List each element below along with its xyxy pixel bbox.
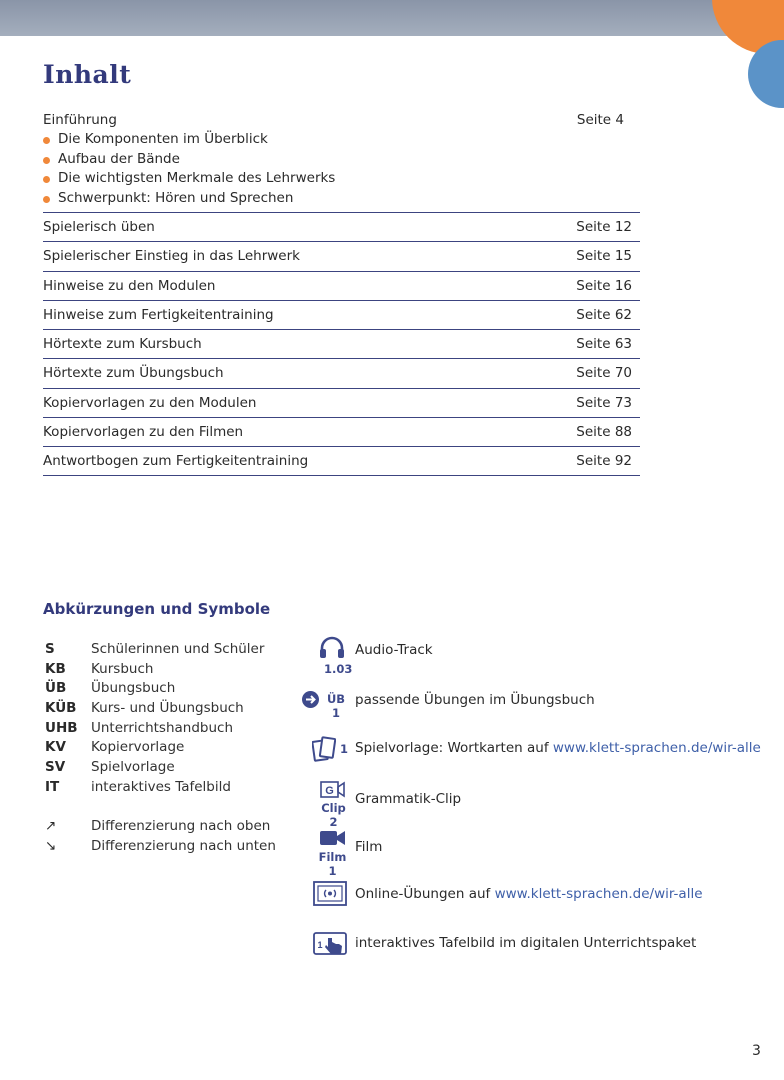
arrow-down-right-icon: ↘ — [45, 837, 57, 854]
abbreviation-item — [45, 641, 305, 661]
toc-row — [43, 271, 640, 300]
symbol-audio — [300, 636, 770, 678]
abbreviation-key: S — [45, 641, 55, 657]
abbreviation-meaning: Übungsbuch — [91, 680, 176, 697]
toc-bullet-item: Aufbau der Bände — [43, 150, 335, 170]
toc-row — [43, 388, 640, 417]
uebung-label: passende Übungen im Übungsbuch — [355, 692, 595, 708]
toc-row-title: Hörtexte zum Übungsbuch — [43, 365, 224, 382]
spielvorlage-link[interactable]: www.klett-sprachen.de/wir-alle — [552, 740, 761, 756]
bullet-dot-icon — [43, 176, 50, 183]
audio-track-label: Audio-Track — [355, 642, 433, 658]
film-number: Film 1 — [318, 850, 347, 878]
abbreviation-list — [45, 641, 305, 799]
toc-row-page: Seite 70 — [576, 365, 632, 382]
arrow-up-right-icon: ↗ — [45, 818, 57, 834]
toc-intro-page: Seite 4 — [576, 112, 624, 128]
toc-row — [43, 329, 640, 358]
spielvorlage-label: Spielvorlage: Wortkarten auf — [355, 740, 553, 756]
toc-row — [43, 212, 640, 241]
top-band-decoration — [0, 0, 784, 36]
toc-row-page: Seite 15 — [576, 248, 632, 265]
bullet-dot-icon — [43, 196, 50, 203]
toc-row — [43, 446, 640, 475]
toc-row-page: Seite 88 — [576, 424, 632, 441]
uebung-number: ÜB 1 — [326, 692, 346, 720]
online-label: Online-Übungen auf — [355, 886, 495, 902]
film-label: Film — [355, 839, 383, 855]
video-camera-icon — [320, 830, 346, 846]
toc-intro-bullets — [43, 130, 335, 208]
abbreviation-meaning: Unterrichtshandbuch — [91, 719, 234, 736]
tafelbild-label: interaktives Tafelbild im digitalen Unterrichtspaket — [355, 935, 697, 951]
toc-intro-section — [43, 110, 640, 212]
abbreviation-key: SV — [45, 759, 66, 776]
toc-row-page: Seite 63 — [576, 336, 632, 353]
online-exercise-icon — [313, 881, 347, 907]
toc-row-title: Kopiervorlagen zu den Modulen — [43, 394, 257, 411]
abbreviation-item — [45, 739, 305, 759]
toc-row-title: Spielerisch üben — [43, 219, 155, 235]
toc-bullet-item: Die Komponenten im Überblick — [43, 130, 335, 150]
differentiation-list — [45, 818, 305, 857]
interactive-board-icon-number: 1 — [317, 940, 323, 950]
page-number: 3 — [752, 1043, 761, 1059]
toc-row-page: Seite 62 — [576, 306, 632, 323]
toc-row-title: Kopiervorlagen zu den Filmen — [43, 424, 244, 441]
audio-track-number: 1.03 — [324, 662, 353, 676]
symbol-grammatik-clip — [300, 781, 770, 829]
differentiation-item — [45, 838, 305, 858]
toc-row-title: Spielerischer Einstieg in das Lehrwerk — [43, 248, 300, 265]
page-title: Inhalt — [43, 60, 132, 89]
abbreviation-key: ÜB — [45, 680, 67, 697]
toc-row-title: Hinweise zu den Modulen — [43, 277, 216, 294]
abbreviation-meaning: interaktives Tafelbild — [91, 778, 231, 795]
symbol-uebung — [300, 688, 770, 720]
symbol-online — [300, 881, 770, 909]
interactive-board-icon — [313, 930, 347, 956]
symbol-tafelbild — [300, 930, 770, 958]
toc-row — [43, 417, 640, 446]
toc-row-page: Seite 16 — [576, 277, 632, 294]
grammatik-clip-number: Clip 2 — [321, 801, 346, 829]
abbreviation-item — [45, 661, 305, 681]
toc-row — [43, 241, 640, 270]
toc-row-title: Hinweise zum Fertigkeitentraining — [43, 306, 274, 323]
abbreviation-meaning: Kopiervorlage — [91, 739, 185, 756]
toc-row-page: Seite 73 — [576, 394, 632, 411]
abbreviation-meaning: Kursbuch — [91, 660, 154, 677]
toc-intro-title: Einführung — [43, 112, 117, 128]
symbol-spielvorlage — [300, 736, 770, 764]
arrow-right-circle-icon — [302, 691, 319, 708]
toc-row-title: Hörtexte zum Kursbuch — [43, 336, 202, 353]
bullet-dot-icon — [43, 157, 50, 164]
toc-bullet-item: Schwerpunkt: Hören und Sprechen — [43, 189, 335, 209]
abbreviation-item — [45, 720, 305, 740]
abbreviation-key: KB — [45, 660, 66, 677]
online-text — [355, 886, 703, 902]
symbol-film — [300, 830, 770, 878]
differentiation-meaning: Differenzierung nach unten — [91, 837, 276, 854]
abbreviation-key: KÜB — [45, 700, 77, 717]
cards-icon — [312, 736, 336, 762]
grammatik-clip-label: Grammatik-Clip — [355, 791, 462, 807]
toc-row-page: Seite 12 — [576, 219, 632, 235]
toc-row-page: Seite 92 — [576, 453, 632, 470]
abbreviation-item — [45, 779, 305, 799]
headphones-icon — [318, 636, 346, 660]
spielvorlage-number: 1 — [340, 742, 349, 756]
online-link[interactable]: www.klett-sprachen.de/wir-alle — [494, 886, 703, 902]
differentiation-item — [45, 818, 305, 838]
bullet-dot-icon — [43, 137, 50, 144]
abbreviation-key: KV — [45, 739, 66, 756]
abbreviation-meaning: Schülerinnen und Schüler — [91, 641, 265, 657]
grammar-clip-icon-letter: G — [325, 785, 334, 797]
abbreviation-item — [45, 759, 305, 779]
toc-row-title: Antwortbogen zum Fertigkeitentraining — [43, 453, 309, 470]
toc-row — [43, 358, 640, 387]
table-of-contents — [43, 110, 640, 476]
grammar-clip-icon — [320, 781, 346, 799]
toc-row — [43, 300, 640, 329]
abbreviation-item — [45, 700, 305, 720]
abbreviation-meaning: Kurs- und Übungsbuch — [91, 700, 244, 717]
abbreviation-key: IT — [45, 778, 60, 795]
differentiation-meaning: Differenzierung nach oben — [91, 818, 271, 834]
abbreviation-item — [45, 680, 305, 700]
abbreviation-meaning: Spielvorlage — [91, 759, 175, 776]
spielvorlage-text — [355, 740, 761, 756]
toc-bullet-item: Die wichtigsten Merkmale des Lehrwerks — [43, 169, 335, 189]
abbreviations-heading: Abkürzungen und Symbole — [43, 600, 271, 618]
abbreviation-key: UHB — [45, 719, 78, 736]
